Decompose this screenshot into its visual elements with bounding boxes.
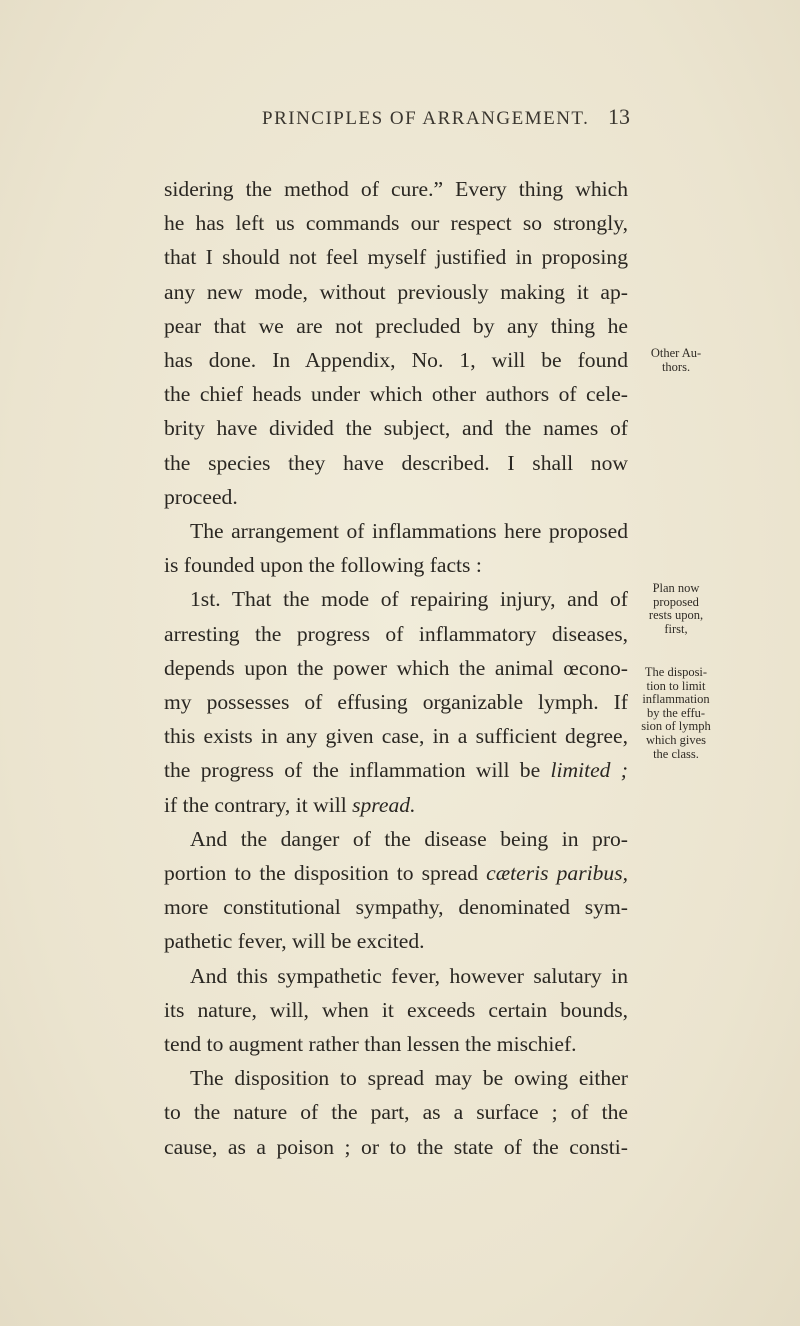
text-line [164, 856, 628, 890]
margin-note-line: tion to limit [646, 678, 706, 693]
margin-note-line: the class. [653, 746, 699, 761]
margin-note-line: proposed [653, 594, 699, 609]
text-run: portion to the disposition to spread [164, 861, 479, 886]
margin-note-line: rests upon, [648, 608, 704, 623]
text-run: if the contrary, it will [164, 792, 347, 817]
text-line: cause, as a poison ; or to the state of the consti- [164, 1134, 628, 1159]
text-line [164, 753, 628, 787]
text-line: And the danger of the disease being in pro- [190, 826, 628, 851]
text-line: to the nature of the part, as a surface ; of the [164, 1100, 628, 1125]
body-text [164, 172, 628, 1164]
margin-note-line: inflammation [642, 692, 710, 707]
text-line: my possesses of effusing organizable lymph. If [164, 690, 628, 715]
text-line: arresting the progress of inflammatory diseases, [164, 621, 628, 646]
emphasis-spread: spread. [352, 792, 416, 817]
text-line: 1st. That the mode of repairing injury, and of [190, 587, 628, 612]
margin-note-line: by the effu- [646, 705, 706, 720]
text-line: The arrangement of inflammations here proposed [190, 519, 628, 544]
text-line: the chief heads under which other authors of cele- [164, 382, 628, 407]
margin-note-plan [636, 582, 716, 636]
running-title: PRINCIPLES OF ARRANGEMENT. [262, 108, 590, 129]
margin-note-disposition [636, 666, 716, 761]
text-line: tend to augment rather than lessen the mischief. [164, 1032, 577, 1057]
margin-note-line: Plan now [652, 581, 700, 595]
text-line [164, 788, 628, 822]
text-line: more constitutional sympathy, denominated sym- [164, 895, 628, 920]
text-line: brity have divided the subject, and the names of [164, 416, 628, 441]
text-line: has done. In Appendix, No. 1, will be found [164, 348, 628, 373]
margin-note-line: The disposi- [644, 665, 708, 679]
text-line: And this sympathetic fever, however salutary in [190, 963, 628, 988]
text-line: any new mode, without previously making it ap- [164, 279, 628, 304]
text-line: sidering the method of cure.” Every thing which [164, 177, 628, 201]
margin-note-line: first, [664, 621, 688, 636]
margin-note-line: Other Au- [650, 346, 702, 360]
text-run: the progress of the inflammation will be [164, 758, 541, 783]
text-line: pear that we are not precluded by any thing he [164, 313, 628, 338]
text-line: the species they have described. I shall now [164, 450, 628, 475]
text-line: this exists in any given case, in a sufficient degree, [164, 724, 628, 749]
text-line: The disposition to spread may be owing either [190, 1066, 628, 1091]
emphasis-limited: limited ; [550, 758, 628, 783]
text-line: is founded upon the following facts : [164, 553, 482, 578]
margin-note-line: which gives [645, 732, 707, 747]
margin-note-other-authors [636, 347, 716, 374]
page-number: 13 [608, 104, 630, 129]
text-line: its nature, will, when it exceeds certain bounds, [164, 997, 628, 1022]
text-line: pathetic fever, will be excited. [164, 929, 425, 954]
margin-note-line: sion of lymph [641, 719, 711, 734]
margin-note-line: thors. [661, 359, 691, 374]
text-line: that I should not feel myself justified in proposing [164, 245, 628, 270]
text-line: depends upon the power which the animal œcono- [164, 655, 628, 680]
text-line: proceed. [164, 484, 238, 509]
emphasis-caeteris-paribus: cæteris paribus, [486, 861, 628, 886]
text-line: he has left us commands our respect so strongly, [164, 211, 628, 236]
